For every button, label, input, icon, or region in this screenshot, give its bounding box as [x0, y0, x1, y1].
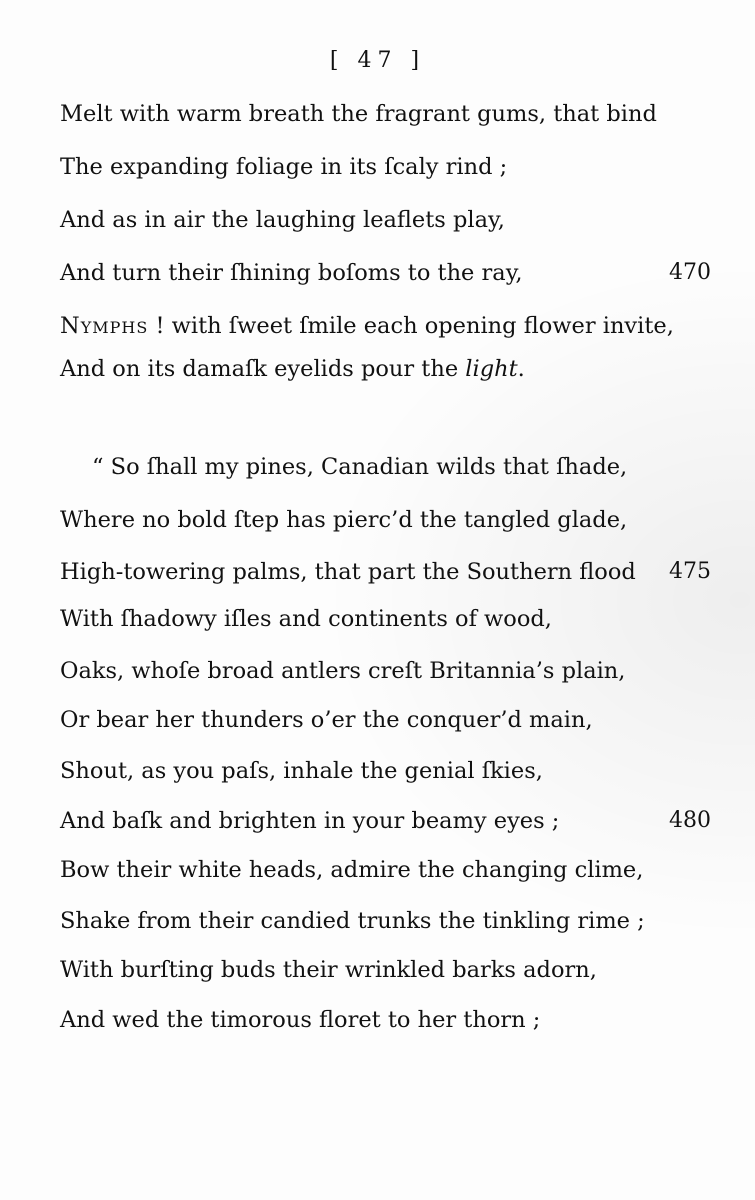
verse-line-3: And as in air the laughing leaflets play, [60, 207, 505, 233]
page-number: [ 47 ] [329, 48, 426, 73]
verse-line-2: The expanding foliage in its ſcaly rind ; [60, 154, 508, 180]
verse-line-6 [60, 356, 525, 382]
verse-line-7: “ So ſhall my pines, Canadian wilds that ſhade, [92, 454, 628, 480]
line-number-475: 475 [669, 559, 711, 584]
verse-line-15: Bow their white heads, admire the changing clime, [60, 857, 644, 883]
verse-line-5 [60, 313, 674, 339]
verse-line-9: High-towering palms, that part the Southern flood [60, 559, 636, 585]
verse-line-4: And turn their ſhining boſoms to the ray, [60, 260, 523, 286]
nymphs-word: Nymphs [60, 313, 149, 339]
verse-line-6-start: And on its damaſk eyelids pour the [60, 356, 466, 382]
verse-line-13: Shout, as you paſs, inhale the genial ſkies, [60, 758, 543, 784]
verse-line-12: Or bear her thunders o’er the conquer’d main, [60, 707, 593, 733]
verse-line-16: Shake from their candied trunks the tinkling rime ; [60, 908, 645, 934]
light-word: light [465, 356, 518, 382]
verse-line-11: Oaks, whoſe broad antlers creſt Britannia’s plain, [60, 658, 626, 684]
verse-line-14: And baſk and brighten in your beamy eyes ; [60, 808, 560, 834]
verse-line-17: With burſting buds their wrinkled barks adorn, [60, 957, 597, 983]
line-number-480: 480 [669, 808, 711, 833]
verse-line-10: With ſhadowy iſles and continents of wood, [60, 606, 552, 632]
verse-line-1: Melt with warm breath the fragrant gums, that bind [60, 101, 657, 127]
line-number-470: 470 [669, 260, 711, 285]
verse-line-6-end: . [517, 356, 525, 382]
verse-line-5-rest: ! with ſweet ſmile each opening flower invite, [155, 313, 674, 339]
verse-line-8: Where no bold ſtep has pierc’d the tangled glade, [60, 507, 628, 533]
verse-line-18: And wed the timorous floret to her thorn ; [60, 1007, 541, 1033]
